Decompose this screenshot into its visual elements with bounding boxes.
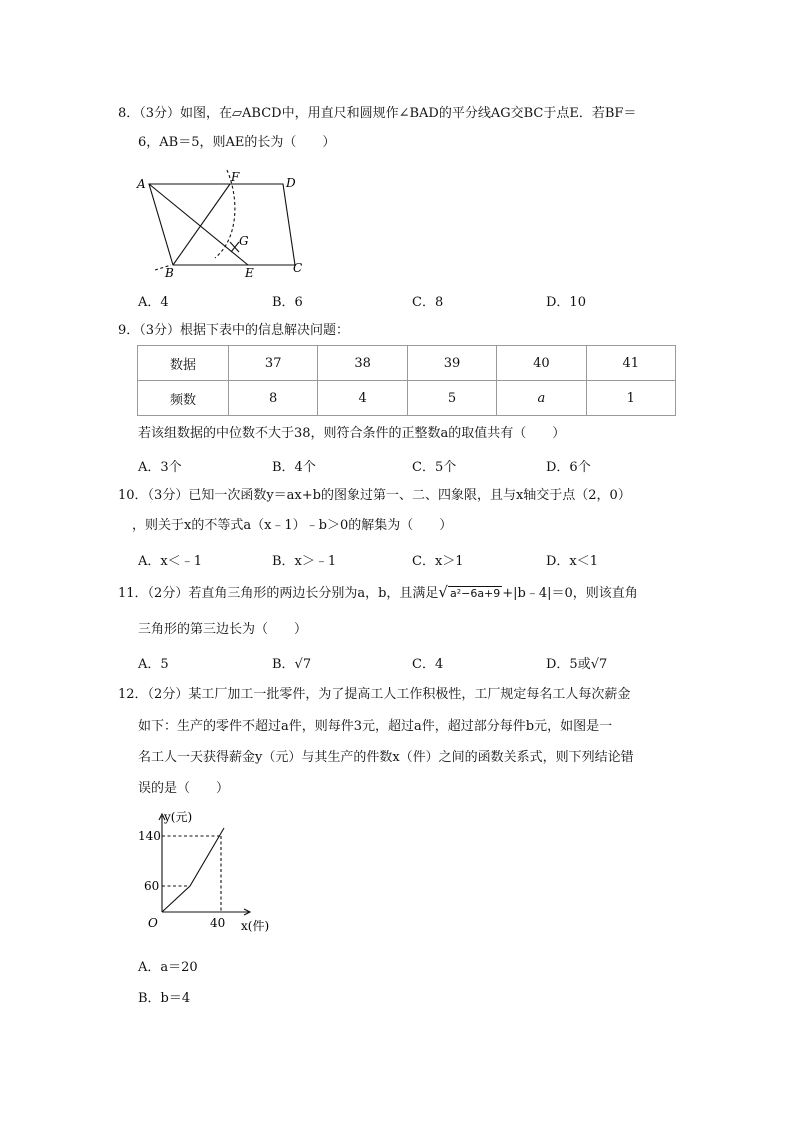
q11-line1 — [118, 583, 638, 603]
radical-sign: √ — [438, 583, 448, 601]
table-row — [138, 381, 676, 416]
q9-option-b: B．4个 — [272, 460, 316, 475]
q8-option-d: D．10 — [546, 295, 586, 310]
y-tick-60: 60 — [144, 879, 160, 893]
q8-option-a: A．4 — [138, 295, 169, 310]
table-cell: 4 — [318, 381, 407, 416]
q11-line1-post: +|b﹣4|＝0，则该直角 — [502, 586, 638, 601]
q8-option-b: B．6 — [272, 295, 303, 310]
table-cell: a — [497, 381, 586, 416]
label-c: C — [293, 261, 303, 275]
q8-option-c: C．8 — [412, 295, 444, 310]
table-cell: 41 — [586, 346, 675, 381]
q8-parallelogram-figure — [135, 168, 310, 280]
table-row — [138, 346, 676, 381]
q12-option-b: B．b＝4 — [138, 991, 191, 1006]
q11-line1-pre: 11．（2分）若直角三角形的两边长分别为a，b，且满足 — [118, 586, 439, 601]
q10-option-c: C．x＞1 — [412, 554, 464, 569]
q9-option-c: C．5个 — [412, 460, 457, 475]
y-tick-140: 140 — [138, 829, 161, 843]
table-cell: 40 — [497, 346, 586, 381]
q9-line1: 9．（3分）根据下表中的信息解决问题： — [118, 323, 350, 338]
q9-line2: 若该组数据的中位数不大于38，则符合条件的正整数a的取值共有（ ） — [138, 426, 566, 441]
y-axis-label: y(元) — [164, 810, 193, 824]
function-line — [162, 828, 224, 912]
q9-option-d: D．6个 — [546, 460, 591, 475]
q12-line3: 名工人一天获得薪金y（元）与其生产的件数x（件）之间的函数关系式，则下列结论错 — [138, 750, 634, 765]
table-cell: 38 — [318, 346, 407, 381]
table-cell: 数据 — [138, 346, 229, 381]
table-cell: 8 — [229, 381, 318, 416]
label-g: G — [239, 234, 249, 248]
label-f: F — [231, 170, 240, 184]
segment-bf — [173, 184, 230, 265]
q10-line2: ，则关于x的不等式a（x﹣1）﹣b＞0的解集为（ ） — [132, 518, 453, 533]
q11-option-d: D．5或√7 — [546, 657, 608, 672]
q12-salary-graph — [138, 808, 288, 936]
q12-line2: 如下：生产的零件不超过a件，则每件3元，超过a件，超过部分每件b元，如图是一 — [138, 719, 613, 734]
table-cell: 39 — [407, 346, 496, 381]
table-cell: 5 — [407, 381, 496, 416]
q11-option-b: B．√7 — [272, 657, 312, 672]
q11-option-a: A．5 — [138, 657, 169, 672]
q12-line4: 误的是（ ） — [138, 781, 230, 796]
x-tick-40: 40 — [210, 916, 226, 930]
q8-line1: 8．（3分）如图，在▱ABCD中，用直尺和圆规作∠BAD的平分线AG交BC于点E．若BF＝ — [118, 106, 637, 121]
q10-line1: 10．（3分）已知一次函数y＝ax+b的图象过第一、二、四象限，且与x轴交于点（2，0） — [118, 488, 631, 503]
q11-radicand: a²−6a+9 — [449, 587, 501, 600]
q12-line1: 12．（2分）某工厂加工一批零件，为了提高工人工作积极性，工厂规定每名工人每次薪金 — [118, 687, 631, 702]
q10-option-a: A．x＜﹣1 — [138, 554, 202, 569]
label-a: A — [137, 177, 146, 191]
q12-option-a: A．a＝20 — [138, 960, 198, 975]
q9-option-a: A．3个 — [138, 460, 182, 475]
x-axis-label: x(件) — [241, 919, 270, 933]
label-d: D — [286, 176, 296, 190]
label-e: E — [245, 266, 254, 280]
q10-option-d: D．x＜1 — [546, 554, 599, 569]
label-b: B — [165, 266, 174, 280]
table-cell: 频数 — [138, 381, 229, 416]
q8-line2: 6，AB＝5，则AE的长为（ ） — [138, 135, 336, 150]
table-cell: 37 — [229, 346, 318, 381]
q9-frequency-table — [137, 345, 676, 416]
q11-line2: 三角形的第三边长为（ ） — [138, 622, 308, 637]
q10-option-b: B．x＞﹣1 — [272, 554, 337, 569]
origin-label: O — [148, 916, 158, 930]
table-cell: 1 — [586, 381, 675, 416]
q11-option-c: C．4 — [412, 657, 444, 672]
